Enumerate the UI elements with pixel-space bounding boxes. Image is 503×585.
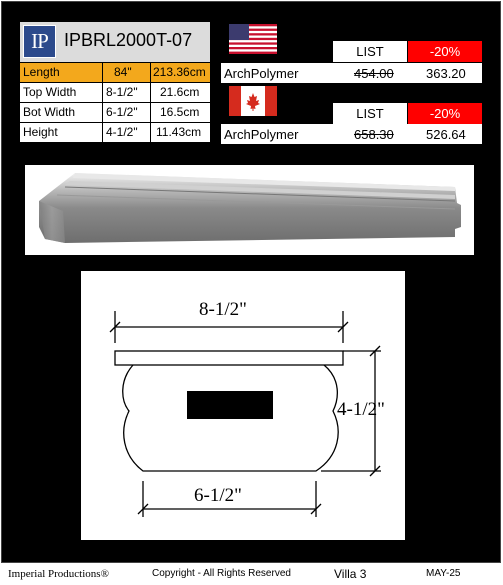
ca-list-price: 658.30: [354, 127, 394, 142]
us-discount-header: -20%: [408, 41, 482, 62]
ca-sale-price: 526.64: [426, 127, 466, 142]
spec-imperial: 4-1/2": [106, 125, 138, 139]
canada-flag-icon: [229, 86, 277, 116]
us-sale-price: 363.20: [426, 66, 466, 81]
us-vendor: ArchPolymer: [224, 66, 299, 81]
molding-render-icon: [25, 165, 474, 255]
us-list-header: LIST: [333, 41, 407, 62]
spec-label: Height: [23, 125, 58, 139]
ca-price-row: [221, 124, 482, 144]
spec-imperial: 84": [114, 65, 132, 79]
spec-label: Bot Width: [23, 105, 76, 119]
spec-row-top-width: [20, 83, 210, 102]
spec-metric: 213.36cm: [153, 65, 206, 79]
spec-row-length: [20, 63, 210, 82]
spec-label: Top Width: [23, 85, 77, 99]
us-flag-icon: [229, 24, 277, 54]
footer-copyright: Copyright - All Rights Reserved: [152, 568, 291, 579]
footer: [0, 563, 503, 585]
spec-label: Length: [23, 65, 60, 79]
spec-row-height: [20, 123, 210, 142]
spec-metric: 16.5cm: [160, 105, 200, 119]
spec-metric: 11.43cm: [156, 125, 202, 139]
footer-collection: Villa 3: [334, 567, 367, 581]
spec-row-bot-width: [20, 103, 210, 122]
product-code: IPBRL2000T-07: [64, 30, 193, 50]
top-width-label: 8-1/2": [199, 299, 247, 320]
logo: [23, 25, 56, 58]
spec-imperial: 6-1/2": [106, 105, 138, 119]
ca-vendor: ArchPolymer: [224, 127, 299, 142]
bottom-width-label: 6-1/2": [194, 485, 242, 506]
height-label: 4-1/2": [337, 399, 385, 420]
footer-brand: Imperial Productions®: [8, 568, 109, 580]
product-photo: [25, 165, 474, 255]
profile-drawing: [81, 271, 405, 540]
footer-date: MAY-25: [426, 568, 461, 579]
spec-imperial: 8-1/2": [106, 85, 138, 99]
spec-metric: 21.6cm: [160, 85, 200, 99]
us-list-price: 454.00: [354, 66, 394, 81]
ca-list-header: LIST: [333, 103, 407, 124]
ca-discount-header: -20%: [408, 103, 482, 124]
logo-text: IP: [31, 29, 48, 53]
us-price-row: [221, 63, 482, 83]
